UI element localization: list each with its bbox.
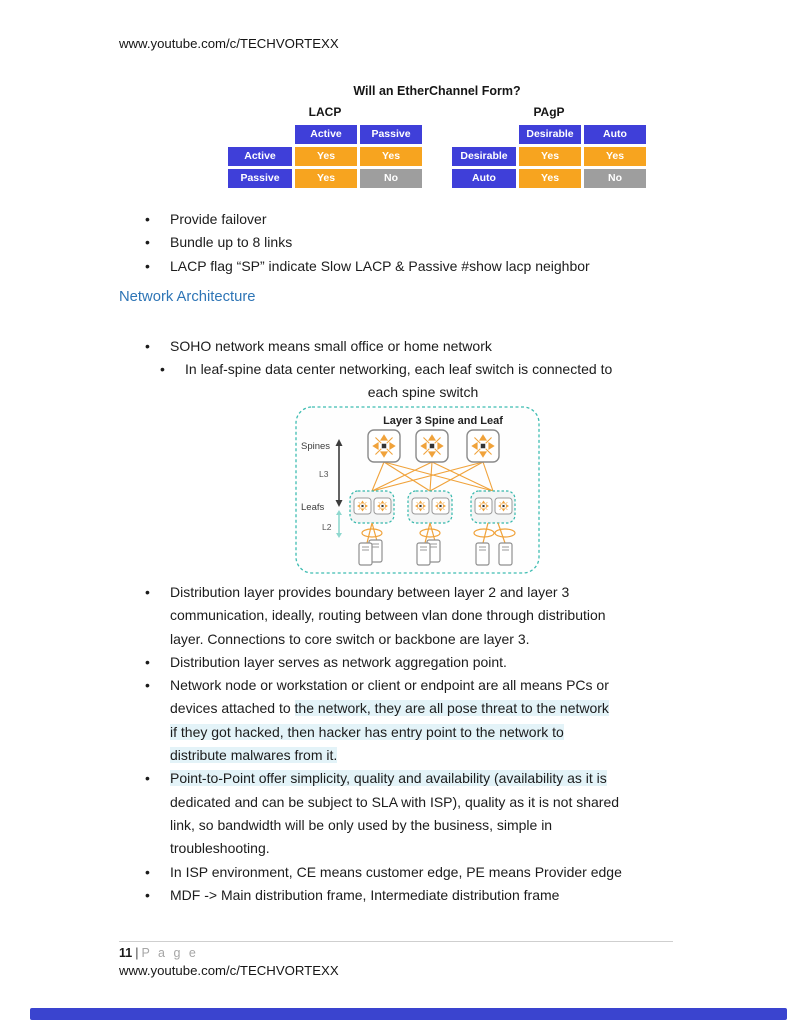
bullet-text: LACP flag “SP” indicate Slow LACP & Passive #show lacp neighbor xyxy=(170,257,590,274)
bullet-text: In ISP environment, CE means customer edge, PE means Provider edge xyxy=(170,863,622,880)
table-row-label: Desirable xyxy=(452,147,516,166)
table-cell-no: No xyxy=(584,169,646,188)
footer-divider xyxy=(119,941,673,942)
bullet-list-network-architecture xyxy=(139,581,622,907)
table-cell-no: No xyxy=(360,169,422,188)
table-cell-yes: Yes xyxy=(584,147,646,166)
bullet-marker: • xyxy=(145,584,150,600)
table-corner-cell xyxy=(228,125,292,144)
bullet-marker: • xyxy=(160,361,165,377)
bullet-text: In leaf-spine data center networking, each leaf switch is connected to xyxy=(185,361,613,377)
etherchannel-title: Will an EtherChannel Form? xyxy=(353,84,521,98)
header-url: www.youtube.com/c/TECHVORTEXX xyxy=(119,36,339,51)
spines-label: Spines xyxy=(301,441,331,452)
table-header-cell: Desirable xyxy=(519,125,581,144)
lacp-table-name: LACP xyxy=(308,105,342,119)
bullet-marker: • xyxy=(145,257,150,274)
lacp-table xyxy=(228,105,422,188)
bullet-text: SOHO network means small office or home network xyxy=(170,338,492,354)
bullet-list-etherchannel xyxy=(139,208,590,278)
bottom-accent-bar xyxy=(30,1008,787,1020)
pagp-table-name: PAgP xyxy=(533,105,565,119)
bullet-marker: • xyxy=(145,234,150,251)
bullet-text: Distribution layer serves as network aggregation point. xyxy=(170,653,507,670)
table-header-cell: Passive xyxy=(360,125,422,144)
etherchannel-tables xyxy=(230,105,644,188)
bullet-marker: • xyxy=(145,653,150,670)
bullet-item xyxy=(139,255,590,278)
table-cell-yes: Yes xyxy=(519,169,581,188)
bullet-item xyxy=(139,231,590,254)
l2-label: L2 xyxy=(322,522,332,532)
table-row-label: Auto xyxy=(452,169,516,188)
bullet-leaf-spine xyxy=(154,358,612,381)
table-header-cell: Active xyxy=(295,125,357,144)
bullet-leaf-spine-continued: each spine switch xyxy=(367,384,479,400)
table-corner-cell xyxy=(452,125,516,144)
server-icons xyxy=(359,540,512,565)
table-header-cell: Auto xyxy=(584,125,646,144)
bullet-marker: • xyxy=(145,770,150,787)
bullet-text: MDF -> Main distribution frame, Intermediate distribution frame xyxy=(170,886,560,903)
table-cell-yes: Yes xyxy=(295,147,357,166)
l3-label: L3 xyxy=(319,469,329,479)
spine-switch-icons xyxy=(368,430,499,462)
bullet-text: Provide failover xyxy=(170,211,267,227)
highlighted-text: the network, they are all pose threat to the network xyxy=(294,700,609,717)
bullet-marker: • xyxy=(145,863,150,880)
bullet-item xyxy=(139,674,622,767)
footer-page-number xyxy=(119,946,198,960)
footer-page-word: P a g e xyxy=(141,946,199,960)
bullet-item xyxy=(139,208,590,231)
etherchannel-table-block xyxy=(230,84,644,188)
highlighted-text: if they got hacked, then hacker has entry point to the network to xyxy=(170,723,564,740)
table-cell-yes: Yes xyxy=(519,147,581,166)
bullet-item xyxy=(139,767,622,860)
pagp-table-grid xyxy=(452,125,646,188)
bullet-item xyxy=(139,861,622,884)
spine-leaf-diagram-svg xyxy=(292,397,544,579)
bullet-marker: • xyxy=(145,211,150,227)
bullet-item xyxy=(139,581,622,651)
bullet-marker: • xyxy=(145,677,150,694)
bullet-text: Point-to-Point offer simplicity, quality and availability (availability as it is dedicated and can be subject to SLA with ISP), quality as it is not shared link, so bandwidth will be only used by the business, simple in troubleshooting. xyxy=(170,770,620,857)
footer-separator: | xyxy=(135,946,139,960)
diagram-title: Layer 3 Spine and Leaf xyxy=(383,415,503,427)
pagp-table xyxy=(452,105,646,188)
table-cell-yes: Yes xyxy=(295,169,357,188)
leaf-switch-groups xyxy=(350,491,515,523)
bullet-soho xyxy=(139,335,492,358)
table-row-label: Active xyxy=(228,147,292,166)
bullet-marker: • xyxy=(145,886,150,903)
bullet-item xyxy=(139,884,622,907)
spine-leaf-diagram xyxy=(292,397,544,579)
highlighted-text: distribute malwares from it. xyxy=(170,747,338,764)
bullet-text: Distribution layer provides boundary between layer 2 and layer 3 communication, ideally, routing between vlan done through distribution layer. Connections to core switch or backbone are layer 3. xyxy=(170,584,606,647)
bullet-marker: • xyxy=(145,338,150,354)
bullet-text: Bundle up to 8 links xyxy=(170,234,293,251)
lacp-table-grid xyxy=(228,125,422,188)
leafs-label: Leafs xyxy=(301,502,325,513)
bullet-text: Network node or workstation or client or endpoint are all means PCs or devices attached to the network, they are all pose threat to the network if they got hacked, then hacker has entry point to the network to distribute malwares from it. xyxy=(170,677,609,764)
bullet-item xyxy=(139,651,622,674)
table-row-label: Passive xyxy=(228,169,292,188)
highlighted-text: Point-to-Point offer simplicity, quality and availability (availability as it is xyxy=(170,770,607,787)
table-cell-yes: Yes xyxy=(360,147,422,166)
section-heading: Network Architecture xyxy=(119,289,256,305)
footer-url: www.youtube.com/c/TECHVORTEXX xyxy=(119,963,339,978)
page-number: 11 xyxy=(119,946,133,960)
